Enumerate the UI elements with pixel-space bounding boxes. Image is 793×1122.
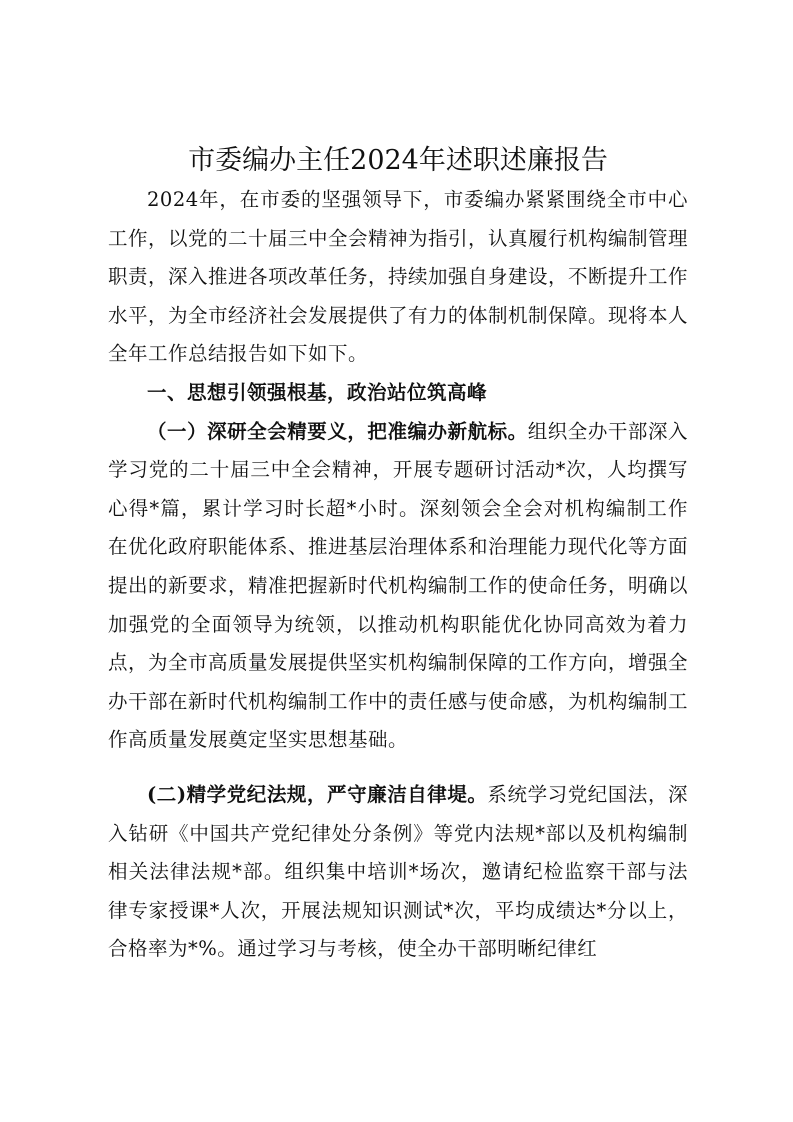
- section-item-paragraph: [108, 413, 688, 760]
- item-lead: （一）深研全会精要义，把准编办新航标。: [147, 419, 528, 443]
- document-title: 市委编办主任2024年述职述廉报告: [188, 145, 608, 176]
- section-heading: 一、思想引领强根基，政治站位筑高峰: [147, 380, 488, 404]
- section-item-paragraph: [108, 776, 688, 969]
- item-body: 组织全办干部深入学习党的二十届三中全会精神，开展专题研讨活动*次，人均撰写心得*篇，累计学习时长超*小时。深刻领会全会对机构编制工作在优化政府职能体系、推进基层治理体系和治理能力现代化等方面提出的新要求，精准把握新时代机构编制工作的使命任务，明确以加强党的全面领导为统领，以推动机构职能优化协同高效为着力点，为全市高质量发展提供坚实机构编制保障的工作方向，增强全办干部在新时代机构编制工作中的责任感与使命感，为机构编制工作高质量发展奠定坚实思想基础。: [108, 419, 689, 752]
- item-lead: (二)精学党纪法规，严守廉洁自律堤。: [147, 782, 488, 806]
- intro-paragraph: 2024年，在市委的坚强领导下，市委编办紧紧围绕全市中心工作，以党的二十届三中全会精神为指引，认真履行机构编制管理职责，深入推进各项改革任务，持续加强自身建设，不断提升工作水平，为全市经济社会发展提供了有力的体制机制保障。现将本人全年工作总结报告如下如下。: [108, 188, 689, 366]
- document-page: [108, 141, 688, 969]
- item-body: 系统学习党纪国法，深入钻研《中国共产党纪律处分条例》等党内法规*部以及机构编制相关法律法规*部。组织集中培训*场次，邀请纪检监察干部与法律专家授课*人次，开展法规知识测试*次，平均成绩达*分以上，合格率为*%。通过学习与考核，使全办干部明晰纪律红: [108, 782, 688, 961]
